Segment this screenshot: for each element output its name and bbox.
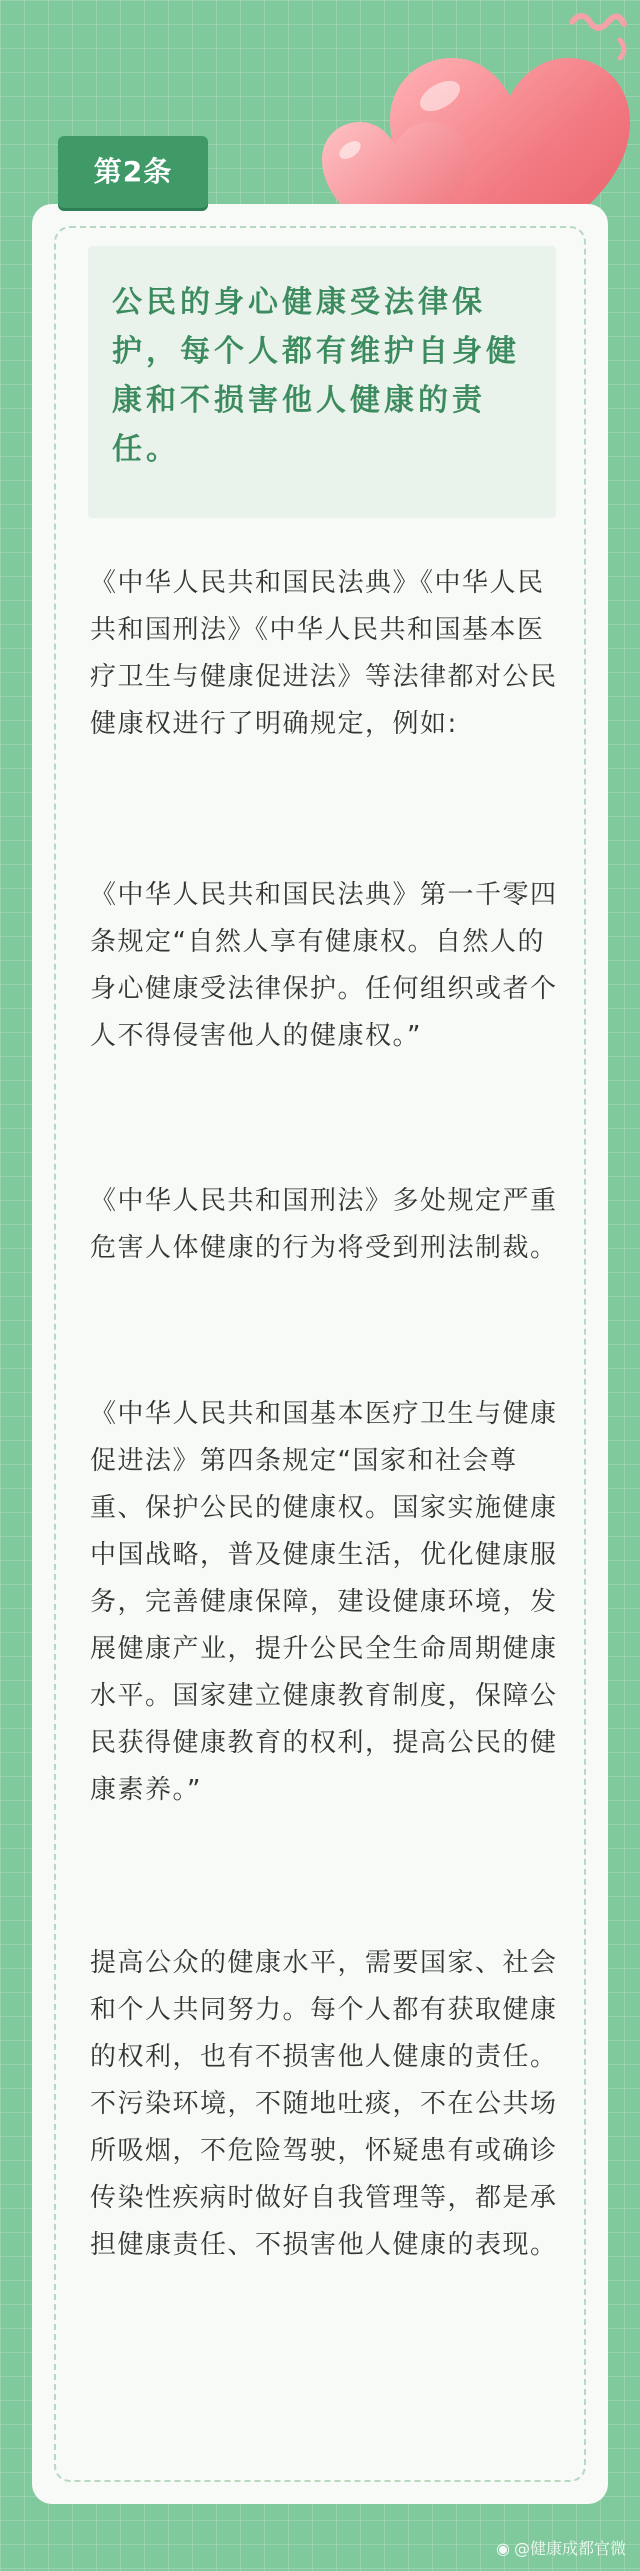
ribbon-icon <box>620 40 624 58</box>
paragraph: 《中华人民共和国刑法》多处规定严重危害人体健康的行为将受到刑法制裁。 <box>90 1186 558 1263</box>
paragraph: 《中华人民共和国民法典》《中华人民共和国刑法》《中华人民共和国基本医疗卫生与健康促进法》等法律都对公民健康权进行了明确规定，例如: <box>90 568 558 739</box>
paragraph: 提高公众的健康水平，需要国家、社会和个人共同努力。每个人都有获取健康的权利，也有不损害他人健康的责任。不污染环境，不随地吐痰，不在公共场所吸烟，不危险驾驶，怀疑患有或确诊传染性疾病时做好自我管理等，都是承担健康责任、不损害他人健康的表现。 <box>90 1948 558 2260</box>
article-summary: 公民的身心健康受法律保护，每个人都有维护自身健康和不损害他人健康的责任。 <box>112 285 520 467</box>
article-number-badge: 第2条 <box>58 136 208 208</box>
weibo-icon: ◉ <box>496 2539 510 2558</box>
paragraph: 《中华人民共和国基本医疗卫生与健康促进法》第四条规定“国家和社会尊重、保护公民的健康权。国家实施健康中国战略，普及健康生活，优化健康服务，完善健康保障，建设健康环境，发展健康产业，提升公民全生命周期健康水平。国家建立健康教育制度，保障公民获得健康教育的权利，提高公民的健康素养。” <box>90 1399 558 1805</box>
watermark-text: @健康成都官微 <box>513 2539 626 2558</box>
watermark <box>496 2536 626 2559</box>
paragraph: 《中华人民共和国民法典》第一千零四条规定“自然人享有健康权。自然人的身心健康受法律保护。任何组织或者个人不得侵害他人的健康权。” <box>90 880 558 1051</box>
ribbon-icon <box>572 16 624 28</box>
